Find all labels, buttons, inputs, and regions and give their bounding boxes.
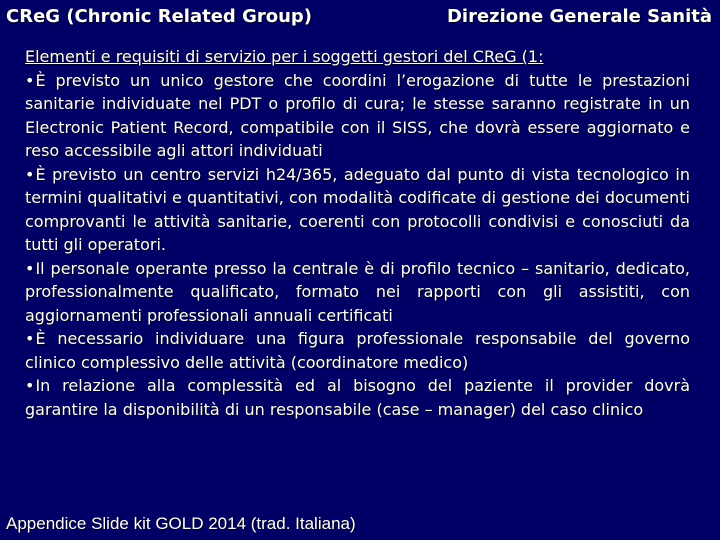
bullet-text: È previsto un unico gestore che coordini l’erogazione di tutte le prestazioni sanitarie individuate nel PDT o profilo di cura; le stesse saranno registrate in un Electronic Patient Record, compatibile con il SISS, che dovrà essere aggiornato e reso accessibile agli attori individuati: [25, 70, 690, 160]
slide-content: [25, 45, 690, 421]
bullet-icon: •: [25, 164, 35, 184]
bullet-text: In relazione alla complessità ed al bisogno del paziente il provider dovrà garantire la disponibilità di un responsabile (case – manager) del caso clinico: [25, 376, 690, 419]
bullet-item: [25, 257, 690, 328]
bullet-text: Il personale operante presso la centrale è di profilo tecnico – sanitario, dedicato, professionalmente qualificato, formato nei rapporti con gli assistiti, con aggiornamenti professionali annuali certificati: [25, 258, 690, 325]
bullet-item: [25, 69, 690, 163]
bullet-item: [25, 163, 690, 257]
bullet-text: È previsto un centro servizi h24/365, adeguato dal punto di vista tecnologico in termini qualitativi e quantitativi, con modalità codificate di gestione dei documenti comprovanti le attività sanitarie, coerenti con protocolli condivisi e conosciuti da tutti gli operatori.: [25, 164, 690, 254]
bullet-item: [25, 327, 690, 374]
bullet-icon: •: [25, 329, 35, 348]
bullet-icon: •: [25, 258, 35, 278]
content-heading: Elementi e requisiti di servizio per i soggetti gestori del CReG (1:: [25, 47, 544, 66]
bullet-icon: •: [25, 70, 35, 90]
bullet-item: [25, 374, 690, 421]
header-left-title: CReG (Chronic Related Group): [6, 6, 313, 27]
bullet-text: È necessario individuare una figura professionale responsabile del governo clinico complessivo delle attività (coordinatore medico): [25, 329, 690, 372]
header-right-title: Direzione Generale Sanità: [446, 6, 712, 27]
bullet-icon: •: [25, 376, 35, 395]
footer-note: Appendice Slide kit GOLD 2014 (trad. Italiana): [6, 514, 356, 533]
